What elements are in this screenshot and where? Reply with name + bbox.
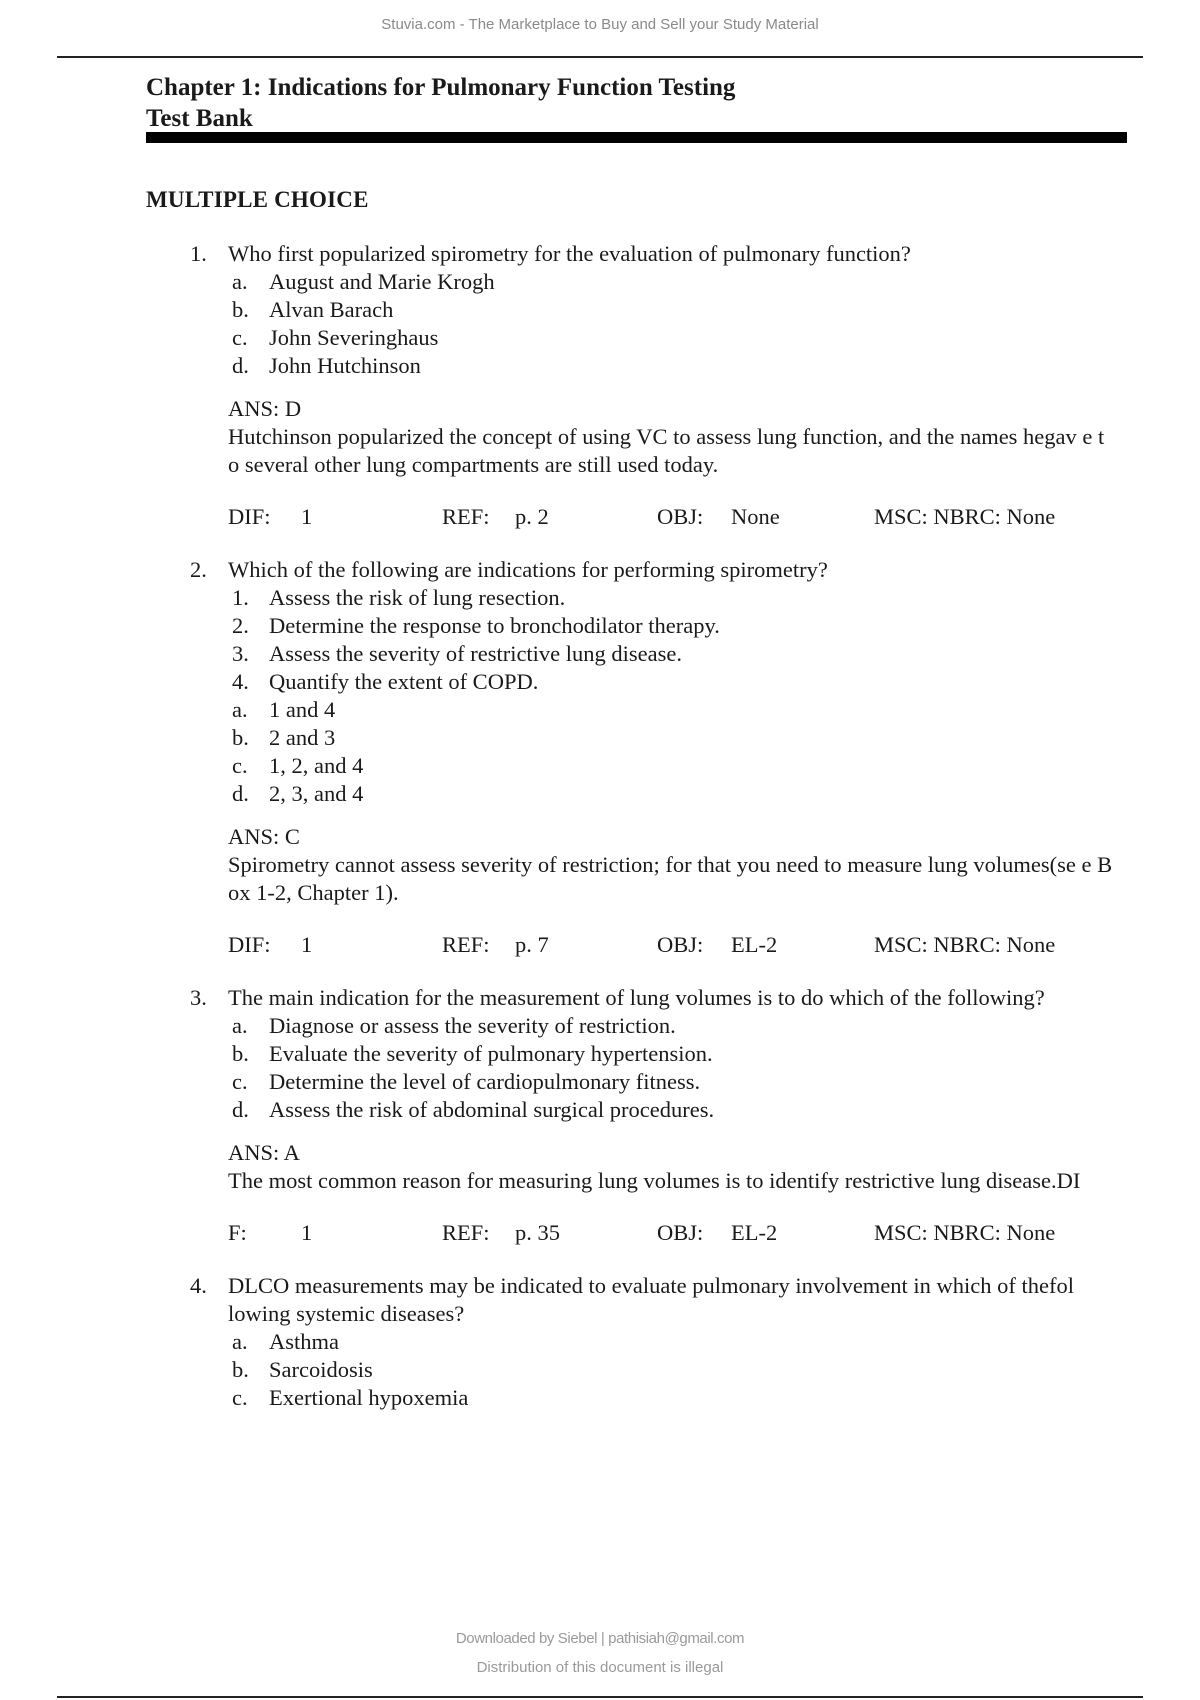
statement-item-text: Assess the risk of lung resection. [269, 585, 566, 610]
reference-value: p. 2 [515, 504, 549, 529]
question-text: DLCO measurements may be indicated to evaluate pulmonary involvement in which of thefol lowing systemic diseases? [228, 1273, 1075, 1326]
answer-option-text: 1 and 4 [269, 697, 336, 722]
answer-option-text: John Severinghaus [269, 325, 439, 350]
answer-key: ANS: C [228, 824, 300, 849]
header-bar [146, 132, 1127, 143]
answer-option-marker: a. [232, 697, 248, 722]
answer-option [228, 780, 1108, 808]
answer-option [228, 268, 1108, 296]
answer-option-marker: d. [232, 781, 249, 806]
answer-option-marker: b. [232, 1041, 249, 1066]
answer-option [228, 752, 1108, 780]
answer-option-text: Evaluate the severity of pulmonary hypertension. [269, 1041, 713, 1066]
question-stem [190, 1272, 1108, 1328]
answer-option-text: Sarcoidosis [269, 1357, 373, 1382]
reference-value: p. 7 [515, 932, 549, 957]
question-item [190, 1272, 1108, 1412]
question-text: The main indication for the measurement of lung volumes is to do which of the following? [228, 985, 1045, 1010]
msc-value: MSC: NBRC: None [874, 932, 1056, 957]
question-stem [190, 240, 1108, 268]
answer-option-text: Assess the risk of abdominal surgical procedures. [269, 1097, 715, 1122]
difficulty-label: F: [228, 1220, 247, 1245]
answer-option [228, 1384, 1108, 1412]
chapter-subtitle: Test Bank [146, 105, 253, 132]
question-metadata [228, 931, 1108, 959]
answer-option-marker: d. [232, 1097, 249, 1122]
section-title: MULTIPLE CHOICE [146, 187, 369, 212]
question-text: Which of the following are indications for performing spirometry? [228, 557, 828, 582]
answer-option [228, 1356, 1108, 1384]
statement-item-text: Determine the response to bronchodilator therapy. [269, 613, 720, 638]
answer-option-text: Alvan Barach [269, 297, 394, 322]
answer-option [228, 1096, 1108, 1124]
question-number: 1. [190, 241, 207, 266]
msc-value: MSC: NBRC: None [874, 504, 1056, 529]
answer-option-text: Diagnose or assess the severity of restriction. [269, 1013, 676, 1038]
statement-item-marker: 2. [232, 613, 249, 638]
question-item [190, 984, 1108, 1247]
question-metadata [228, 503, 1108, 531]
answer-option-marker: b. [232, 725, 249, 750]
answer-option [228, 1040, 1108, 1068]
answer-option-marker: a. [232, 1013, 248, 1038]
reference-label: REF: [442, 932, 490, 957]
objective-label: OBJ: [657, 1220, 704, 1245]
answer-rationale: Hutchinson popularized the concept of using VC to assess lung function, and the names hegav e to several other lung compartments are still used today. [228, 424, 1105, 477]
answer-key: ANS: D [228, 396, 302, 421]
question-number: 4. [190, 1273, 207, 1298]
answer-option-text: 2, 3, and 4 [269, 781, 364, 806]
objective-value: EL-2 [731, 1220, 778, 1245]
difficulty-label: DIF: [228, 504, 271, 529]
answer-option-marker: c. [232, 753, 248, 778]
answer-option-text: Asthma [269, 1329, 339, 1354]
question-stem [190, 556, 1108, 584]
answer-option [228, 724, 1108, 752]
answer-option [228, 296, 1108, 324]
statement-item [228, 584, 1108, 612]
distribution-notice: Distribution of this document is illegal [476, 1659, 724, 1676]
answer-option-marker: b. [232, 1357, 249, 1382]
objective-label: OBJ: [657, 504, 704, 529]
answer-rationale: The most common reason for measuring lung volumes is to identify restrictive lung disease.DI [228, 1168, 1081, 1193]
answer-option-text: Determine the level of cardiopulmonary fitness. [269, 1069, 701, 1094]
bottom-rule [57, 1696, 1143, 1698]
statement-item [228, 612, 1108, 640]
answer-option [228, 696, 1108, 724]
msc-value: MSC: NBRC: None [874, 1220, 1056, 1245]
document-header [146, 72, 735, 134]
answer-option [228, 1068, 1108, 1096]
difficulty-value: 1 [301, 932, 313, 957]
answer-option-text: 2 and 3 [269, 725, 336, 750]
answer-option-marker: c. [232, 1385, 248, 1410]
answer-option-marker: a. [232, 1329, 248, 1354]
answer-option-text: Exertional hypoxemia [269, 1385, 469, 1410]
objective-value: EL-2 [731, 932, 778, 957]
answer-option-marker: d. [232, 353, 249, 378]
answer-option-text: 1, 2, and 4 [269, 753, 364, 778]
answer-option-marker: b. [232, 297, 249, 322]
reference-value: p. 35 [515, 1220, 560, 1245]
answer-option [228, 1328, 1108, 1356]
answer-option-text: John Hutchinson [269, 353, 421, 378]
statement-item [228, 668, 1108, 696]
answer-option [228, 1012, 1108, 1040]
objective-value: None [731, 504, 780, 529]
answer-option-marker: c. [232, 1069, 248, 1094]
download-watermark: Downloaded by Siebel | pathisiah@gmail.com [455, 1630, 745, 1647]
question-metadata [228, 1219, 1108, 1247]
answer-key: ANS: A [228, 1140, 300, 1165]
question-text: Who first popularized spirometry for the evaluation of pulmonary function? [228, 241, 911, 266]
statement-item-marker: 3. [232, 641, 249, 666]
question-item [190, 240, 1108, 531]
reference-label: REF: [442, 1220, 490, 1245]
question-item [190, 556, 1113, 959]
question-number: 3. [190, 985, 207, 1010]
stuvia-watermark-top: Stuvia.com - The Marketplace to Buy and Sell your Study Material [381, 16, 819, 33]
answer-option-text: August and Marie Krogh [269, 269, 495, 294]
statement-item [228, 640, 1108, 668]
difficulty-value: 1 [301, 504, 313, 529]
question-number: 2. [190, 557, 207, 582]
answer-option-marker: a. [232, 269, 248, 294]
objective-label: OBJ: [657, 932, 704, 957]
answer-option [228, 352, 1108, 380]
question-stem [190, 984, 1108, 1012]
answer-option [228, 324, 1108, 352]
top-rule [57, 56, 1143, 58]
difficulty-value: 1 [301, 1220, 313, 1245]
answer-option-marker: c. [232, 325, 248, 350]
chapter-title: Chapter 1: Indications for Pulmonary Function Testing [146, 74, 736, 101]
question-list [0, 240, 1200, 1412]
answer-rationale: Spirometry cannot assess severity of restriction; for that you need to measure lung volumes(se e Box 1-2, Chapter 1). [228, 852, 1113, 905]
difficulty-label: DIF: [228, 932, 271, 957]
statement-item-text: Quantify the extent of COPD. [269, 669, 539, 694]
reference-label: REF: [442, 504, 490, 529]
statement-item-text: Assess the severity of restrictive lung disease. [269, 641, 683, 666]
statement-item-marker: 1. [232, 585, 249, 610]
statement-item-marker: 4. [232, 669, 249, 694]
